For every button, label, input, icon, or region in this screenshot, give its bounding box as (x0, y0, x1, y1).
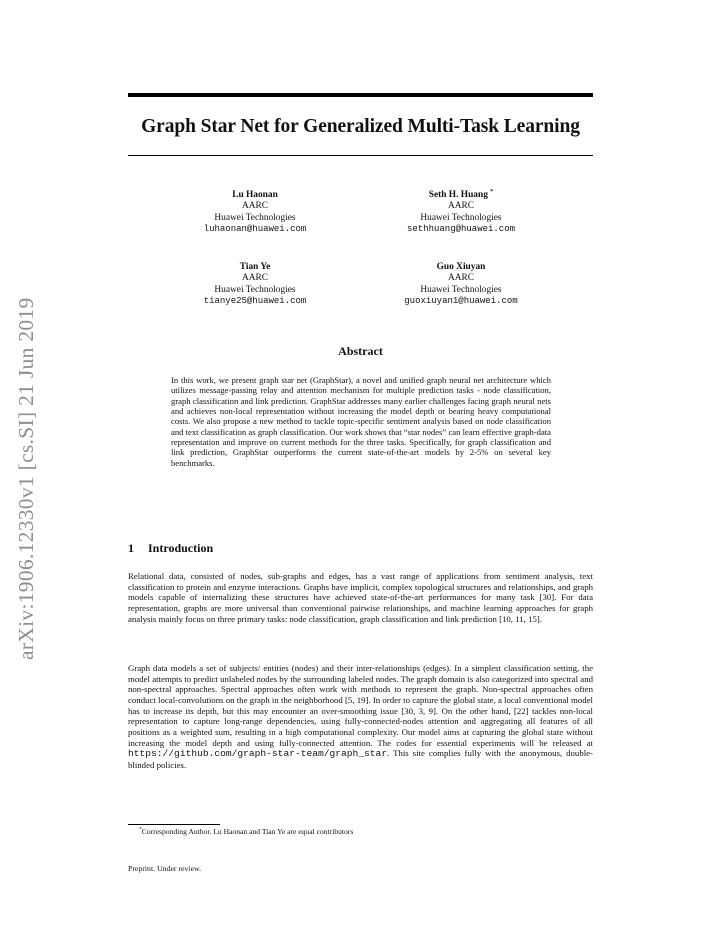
arxiv-side-stamp: arXiv:1906.12330v1 [cs.SI] 21 Jun 2019 (14, 297, 38, 660)
author-org: Huawei Technologies (420, 284, 502, 295)
author-affiliation: AARC (447, 273, 475, 284)
intro-paragraph-2-text: Graph data models a set of subjects/ entities (nodes) and their inter-relationships (edges). In a simplest classification setting, the model attempts to predict unlabeled nodes by the surrounding labeled nodes. The graph domain is also categorized into spectral and non-spectral approaches. Spectral approaches often work with methods to represent the graph. Non-spectral approaches often conduct local-convolutions on the graph in the neighborhood [5, 19]. In order to capture the global state, a local conventional model has to increase its depth, but this may encounter an over-smoothing issue [30, 3, 9]. On the other hand, [22] tackles non-local representation to capture long-range dependencies, using fully-connected-nodes attention and aggregating all features of all positions as a weighted sum, resulting in a high computational complexity. Our model aims at capturing the global state without increasing the model depth and using fully-connected attention. The codes for essential experiments will be released at (128, 663, 593, 748)
author-name: Seth H. Huang * (428, 188, 494, 200)
section-heading (128, 541, 213, 556)
footnote (139, 827, 353, 836)
abstract-heading: Abstract (338, 344, 383, 358)
author-org: Huawei Technologies (214, 284, 296, 295)
author-org: Huawei Technologies (420, 212, 502, 223)
author-footnote-mark: * (490, 188, 494, 195)
intro-paragraph-1: Relational data, consisted of nodes, sub-graphs and edges, has a vast range of applications from sentiment analysis, text classification to protein and enzyme interactions. Graphs have implicit, complex topological structures and relationships, and graph models capable of internalizing these structures have achieved state-of-the-art performances for many task [30]. For data representation, graphs are more universal than conventional pairwise relationships, and machine learning approaches for graph analysis mainly focus on three primary tasks: node classification, graph classification and link prediction [10, 11, 15]. (128, 571, 593, 624)
footnote-text: Corresponding Author. Lu Haonan and Tian Ye are equal contributors (141, 827, 354, 836)
author-email: tianye25@huawei.com (203, 296, 307, 307)
section-title: Introduction (148, 541, 214, 555)
author-block (361, 262, 561, 308)
intro-paragraph-2 (128, 663, 593, 771)
title-bottom-rule (128, 155, 593, 156)
author-affiliation: AARC (241, 273, 269, 284)
author-block (155, 190, 355, 236)
footnote-mark: * (139, 826, 142, 833)
title-top-rule (128, 93, 593, 97)
author-email: guoxiuyan1@huawei.com (404, 296, 518, 307)
author-affiliation: AARC (447, 201, 475, 212)
paper-title: Graph Star Net for Generalized Multi-Task Learning (141, 116, 580, 137)
author-block (155, 262, 355, 308)
author-block (361, 190, 561, 236)
footnote-rule (128, 824, 220, 825)
author-org: Huawei Technologies (214, 212, 296, 223)
code-link[interactable]: https://github.com/graph-star-team/graph_star (128, 748, 388, 760)
author-affiliation: AARC (241, 201, 269, 212)
abstract-text: In this work, we present graph star net (GraphStar), a novel and unified graph neural net architecture which utilizes message-passing relay and attention mechanism for multiple prediction tasks - node classification, graph classification and link prediction. GraphStar addresses many earlier challenges facing graph neural nets and achieves non-local representation without increasing the model depth or bearing heavy computational costs. We also propose a new method to tackle topic-specific sentiment analysis based on node classification and text classification as graph classification. Our work shows that “star nodes” can learn effective graph-data representation and improve on current methods for the three tasks. Specifically, for graph classification and link prediction, GraphStar outperforms the current state-of-the-art models by 2-5% on several key benchmarks. (171, 375, 551, 468)
intro-paragraph-2-tail: . This site complies fully with the anonymous, double-blinded policies. (128, 748, 593, 770)
author-email: sethhuang@huawei.com (406, 224, 516, 235)
author-name: Tian Ye (239, 262, 271, 272)
author-email: luhaonan@huawei.com (203, 224, 307, 235)
section-number: 1 (128, 541, 134, 555)
author-name: Guo Xiuyan (436, 262, 486, 272)
preprint-note: Preprint. Under review. (128, 864, 202, 873)
author-name: Lu Haonan (232, 190, 278, 200)
